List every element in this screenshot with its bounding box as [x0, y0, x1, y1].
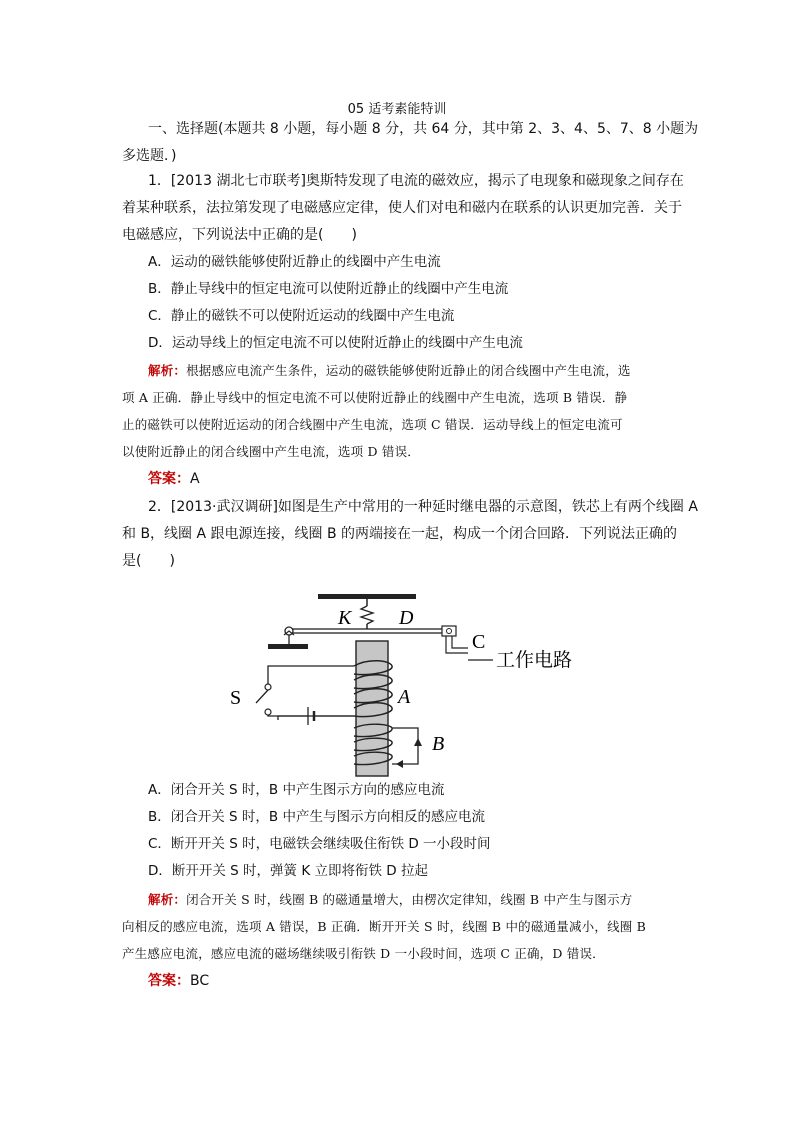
- q1-stem-line-2: 着某种联系，法拉第发现了电磁感应定律，使人们对电和磁内在联系的认识更加完善．关于: [122, 200, 682, 216]
- q2-stem-line-2: 和 B，线圈 A 跟电源连接，线圈 B 的两端接在一起，构成一个闭合回路．下列说法正确的: [122, 526, 678, 542]
- q2-explanation-line-1: [148, 886, 708, 913]
- label-b: B: [432, 733, 445, 755]
- q2-option-c: C．断开开关 S 时，电磁铁会继续吸住衔铁 D 一小段时间: [148, 836, 491, 852]
- q2-stem-line-1: 2．[2013·武汉调研]如图是生产中常用的一种延时继电器的示意图，铁芯上有两个线圈 A: [148, 499, 698, 515]
- section-header-line-1: 一、选择题(本题共 8 小题，每小题 8 分，共 64 分，其中第 2、3、4、5、7、8 小题为: [148, 121, 699, 137]
- label-a: A: [398, 686, 411, 708]
- q2-explanation-line-2: 向相反的感应电流，选项 A 错误，B 正确．断开开关 S 时，线圈 B 中的磁通量减小，线圈 B: [122, 919, 647, 934]
- relay-diagram: [228, 588, 608, 778]
- label-work-circuit: 工作电路: [496, 650, 573, 671]
- top-support-bar: [318, 594, 416, 599]
- q2-explanation-line-3: 产生感应电流，感应电流的磁场继续吸引衔铁 D 一小段时间，选项 C 正确，D 错误．: [122, 946, 605, 961]
- page-title: 05 适考素能特训: [347, 102, 447, 117]
- q2-option-d: D．断开开关 S 时，弹簧 K 立即将衔铁 D 拉起: [148, 863, 428, 879]
- q1-stem-line-1: 1．[2013 湖北七市联考]奥斯特发现了电流的磁效应，揭示了电现象和磁现象之间存在: [148, 173, 684, 189]
- hinge-base: [268, 644, 308, 649]
- q1-stem-line-3: 电磁感应，下列说法中正确的是( ): [122, 227, 357, 243]
- q1-option-c: C．静止的磁铁不可以使附近运动的线圈中产生电流: [148, 308, 455, 324]
- label-d: D: [399, 607, 414, 629]
- q2-answer-tag: 答案：: [148, 973, 190, 989]
- section-header-line-2: 多选题．): [122, 148, 177, 164]
- q1-option-d: D．运动导线上的恒定电流不可以使附近静止的线圈中产生电流: [148, 335, 523, 351]
- q2-answer: BC: [190, 973, 210, 989]
- q1-answer: A: [190, 471, 200, 487]
- label-c: C: [472, 631, 486, 653]
- spring-k-icon: [361, 606, 373, 624]
- q2-explanation-text-1: 闭合开关 S 时，线圈 B 的磁通量增大，由楞次定律知，线圈 B 中产生与图示方: [186, 892, 633, 907]
- q1-explanation-text-1: 根据感应电流产生条件，运动的磁铁能够使附近静止的闭合线圈中产生电流，选: [186, 363, 631, 378]
- q2-explanation-tag: 解析：: [148, 892, 187, 907]
- q1-explanation-line-1: [148, 357, 708, 384]
- label-s: S: [230, 687, 242, 709]
- q2-stem-line-3: 是( ): [122, 553, 175, 569]
- q1-answer-tag: 答案：: [148, 471, 190, 487]
- q1-explanation-line-2: 项 A 正确．静止导线中的恒定电流不可以使附近静止的线圈中产生电流，选项 B 错误．静: [122, 390, 628, 405]
- label-k: K: [338, 607, 352, 629]
- q1-option-b: B．静止导线中的恒定电流可以使附近静止的线圈中产生电流: [148, 281, 509, 297]
- q1-explanation-line-3: 止的磁铁可以使附近运动的闭合线圈中产生电流，选项 C 错误．运动导线上的恒定电流可: [122, 417, 623, 432]
- q1-answer-line: [148, 466, 708, 493]
- q1-explanation-tag: 解析：: [148, 363, 187, 378]
- q2-option-a: A．闭合开关 S 时，B 中产生图示方向的感应电流: [148, 782, 445, 798]
- switch-s-icon: [265, 684, 271, 690]
- q2-answer-line: [148, 968, 708, 995]
- q2-option-b: B．闭合开关 S 时，B 中产生与图示方向相反的感应电流: [148, 809, 485, 825]
- q1-option-a: A．运动的磁铁能够使附近静止的线圈中产生电流: [148, 254, 441, 270]
- armature-d: [290, 629, 452, 633]
- q1-explanation-line-4: 以使附近静止的闭合线圈中产生电流，选项 D 错误．: [122, 444, 420, 459]
- current-arrow-icon: [396, 760, 403, 768]
